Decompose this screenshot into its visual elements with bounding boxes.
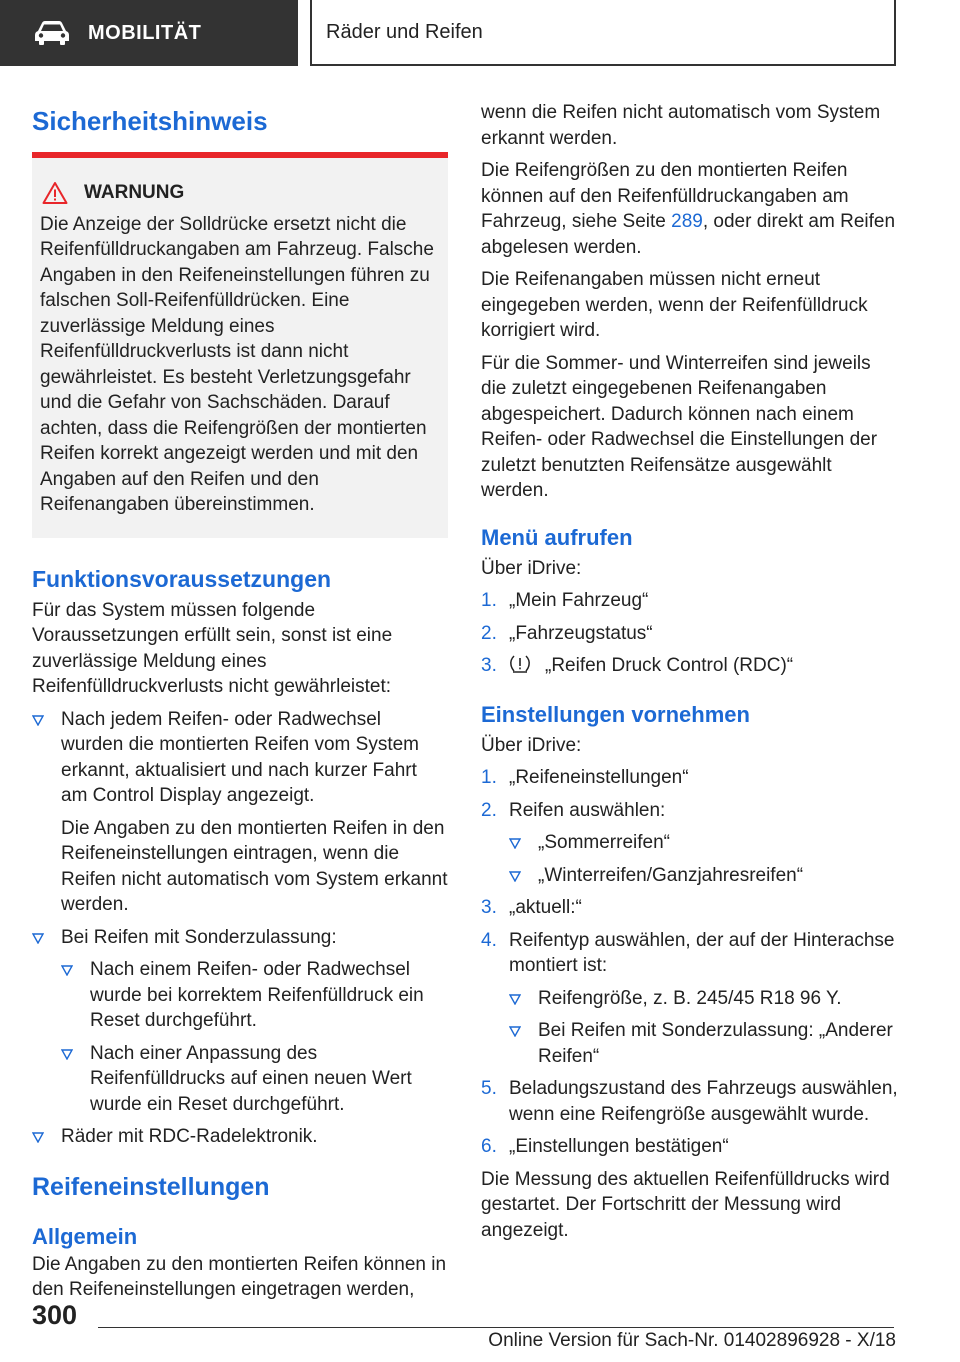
paragraph: Für die Sommer- und Winterreifen sind jeweils die zuletzt eingegebenen Reifenangaben abgespeichert. Dadurch können nach einem Reifen- oder Radwechsel die Einstellungen der zuletzt benutzten Reifensätze ausgewählt werden. xyxy=(481,352,878,501)
list-item: 5. Beladungszustand des Fahrzeugs auswählen, wenn eine Reifengröße ausgewählt wurde. xyxy=(481,1078,898,1125)
left-column xyxy=(32,100,448,1303)
right-column xyxy=(481,100,899,1243)
list-item: 4. Reifentyp auswählen, der auf der Hinterachse montiert ist: Reifengröße, z. B. 245/45 R18 96 Y. Bei Reifen mit Sonderzulassung: „Anderer Reifen“ xyxy=(481,928,899,1070)
page-header xyxy=(0,0,960,66)
paragraph: Die Reifengrößen zu den montierten Reifen können auf den Reifenfülldruckangaben am Fahrzeug, siehe Seite 289, oder direkt am Reifen abgelesen werden. xyxy=(481,160,896,258)
warning-header xyxy=(40,180,440,206)
section-tab xyxy=(0,0,298,66)
triangle-bullet-icon xyxy=(509,993,521,1005)
list-item: Nach einer Anpassung des Reifenfülldrucks auf einen neuen Wert wurde ein Reset durchgeführt. xyxy=(61,1041,448,1118)
triangle-bullet-icon xyxy=(61,1048,73,1060)
footer-note: Online Version für Sach-Nr. 01402896928 - X/18 xyxy=(488,1330,896,1351)
list-item: Räder mit RDC-Radelektronik. xyxy=(32,1124,448,1150)
list-item: „Winterreifen/Ganzjahresreifen“ xyxy=(509,863,899,889)
sub-list xyxy=(509,830,899,888)
triangle-bullet-icon xyxy=(509,837,521,849)
general-text: Die Angaben zu den montierten Reifen können in den Reifeneinstellungen eingetragen werden, xyxy=(32,1253,447,1300)
settings-intro: Über iDrive: xyxy=(481,734,582,756)
heading-tire-settings: Reifeneinstellungen xyxy=(32,1172,270,1201)
requirements-list xyxy=(32,707,448,1150)
triangle-bullet-icon xyxy=(32,714,44,726)
tire-pressure-icon xyxy=(509,654,531,674)
final-text: Die Messung des aktuellen Reifenfülldrucks wird gestartet. Der Fortschritt der Messung wird angezeigt. xyxy=(481,1168,890,1241)
footer-divider xyxy=(98,1327,894,1328)
sub-list xyxy=(61,957,448,1117)
list-item: 2. Reifen auswählen: „Sommerreifen“ „Winterreifen/Ganzjahresreifen“ xyxy=(481,798,899,889)
heading-menu: Menü aufrufen xyxy=(481,524,633,550)
page-number: 300 xyxy=(32,1300,78,1330)
list-item: Reifengröße, z. B. 245/45 R18 96 Y. xyxy=(509,986,899,1012)
list-item: Bei Reifen mit Sonderzulassung: Nach einem Reifen- oder Radwechsel wurde bei korrektem Reifenfülldruck ein Reset durchgeführt. Nach einer Anpassung des Reifenfülldrucks auf einen neuen Wert wurde ein Reset durchgeführt. xyxy=(32,925,448,1118)
heading-general: Allgemein xyxy=(32,1223,138,1249)
chapter-tab xyxy=(310,0,896,66)
page-link[interactable]: 289 xyxy=(671,211,703,232)
heading-function-requirements: Funktionsvoraussetzungen xyxy=(32,565,332,592)
car-icon xyxy=(32,19,72,47)
function-intro: Für das System müssen folgende Voraussetzungen erfüllt sein, sonst ist eine zuverlässige Meldung eines Reifenfülldruckverlusts nicht gewährleistet: xyxy=(32,599,393,697)
list-item: 3. „aktuell:“ xyxy=(481,897,582,918)
triangle-bullet-icon xyxy=(32,1131,44,1143)
triangle-bullet-icon xyxy=(32,932,44,944)
paragraph: wenn die Reifen nicht automatisch vom System erkannt werden. xyxy=(481,102,881,149)
triangle-bullet-icon xyxy=(509,870,521,882)
warning-text: Die Anzeige der Solldrücke ersetzt nicht die Reifenfülldruckangaben am Fahrzeug. Falsche Angaben in den Reifeneinstellungen führen zu falschen Soll-Reifenfülldrücken. Eine zuverlässige Meldung eines Reifenfülldruckverlusts ist dann nicht gewährleistet. Es besteht Verletzungsgefahr und die Gefahr von Sachschäden. Darauf achten, dass die Reifengrößen der montierten Reifen korrekt angezeigt werden und mit den Angaben auf den Reifen und den Reifenangaben übereinstimmen. xyxy=(40,213,434,515)
list-item: 2. „Fahrzeugstatus“ xyxy=(481,622,653,644)
heading-settings: Einstellungen vornehmen xyxy=(481,701,750,727)
list-item: Bei Reifen mit Sonderzulassung: „Anderer Reifen“ xyxy=(509,1018,899,1069)
list-item: 1. „Reifeneinstellungen“ xyxy=(481,767,689,788)
sub-list xyxy=(509,986,899,1070)
warning-box xyxy=(32,152,448,538)
warning-triangle-icon xyxy=(42,181,68,205)
list-item: 3. „Reifen Druck Control (RDC)“ xyxy=(481,655,794,676)
menu-steps xyxy=(481,588,899,679)
triangle-bullet-icon xyxy=(509,1025,521,1037)
section-title: MOBILITÄT xyxy=(88,21,202,44)
heading-safety: Sicherheitshinweis xyxy=(32,106,268,136)
list-item: 6. „Einstellungen bestätigen“ xyxy=(481,1136,729,1157)
list-item: Nach einem Reifen- oder Radwechsel wurde bei korrektem Reifenfülldruck ein Reset durchgeführt. xyxy=(61,957,448,1034)
paragraph: Die Reifenangaben müssen nicht erneut eingegeben werden, wenn der Reifenfülldruck korrigiert wird. xyxy=(481,269,868,341)
list-item: 1. „Mein Fahrzeug“ xyxy=(481,590,649,611)
warning-label: WARNUNG xyxy=(84,182,185,203)
menu-intro: Über iDrive: xyxy=(481,557,582,579)
settings-steps xyxy=(481,765,899,1160)
list-item: Nach jedem Reifen- oder Radwechsel wurden die montierten Reifen vom System erkannt, aktualisiert und nach kurzer Fahrt am Control Display angezeigt. Die Angaben zu den montierten Reifen in den Reifeneinstellungen eintragen, wenn die Reifen nicht automatisch vom System erkannt werden. xyxy=(32,707,448,918)
triangle-bullet-icon xyxy=(61,964,73,976)
chapter-title: Räder und Reifen xyxy=(326,20,483,43)
list-item: „Sommerreifen“ xyxy=(509,830,899,856)
